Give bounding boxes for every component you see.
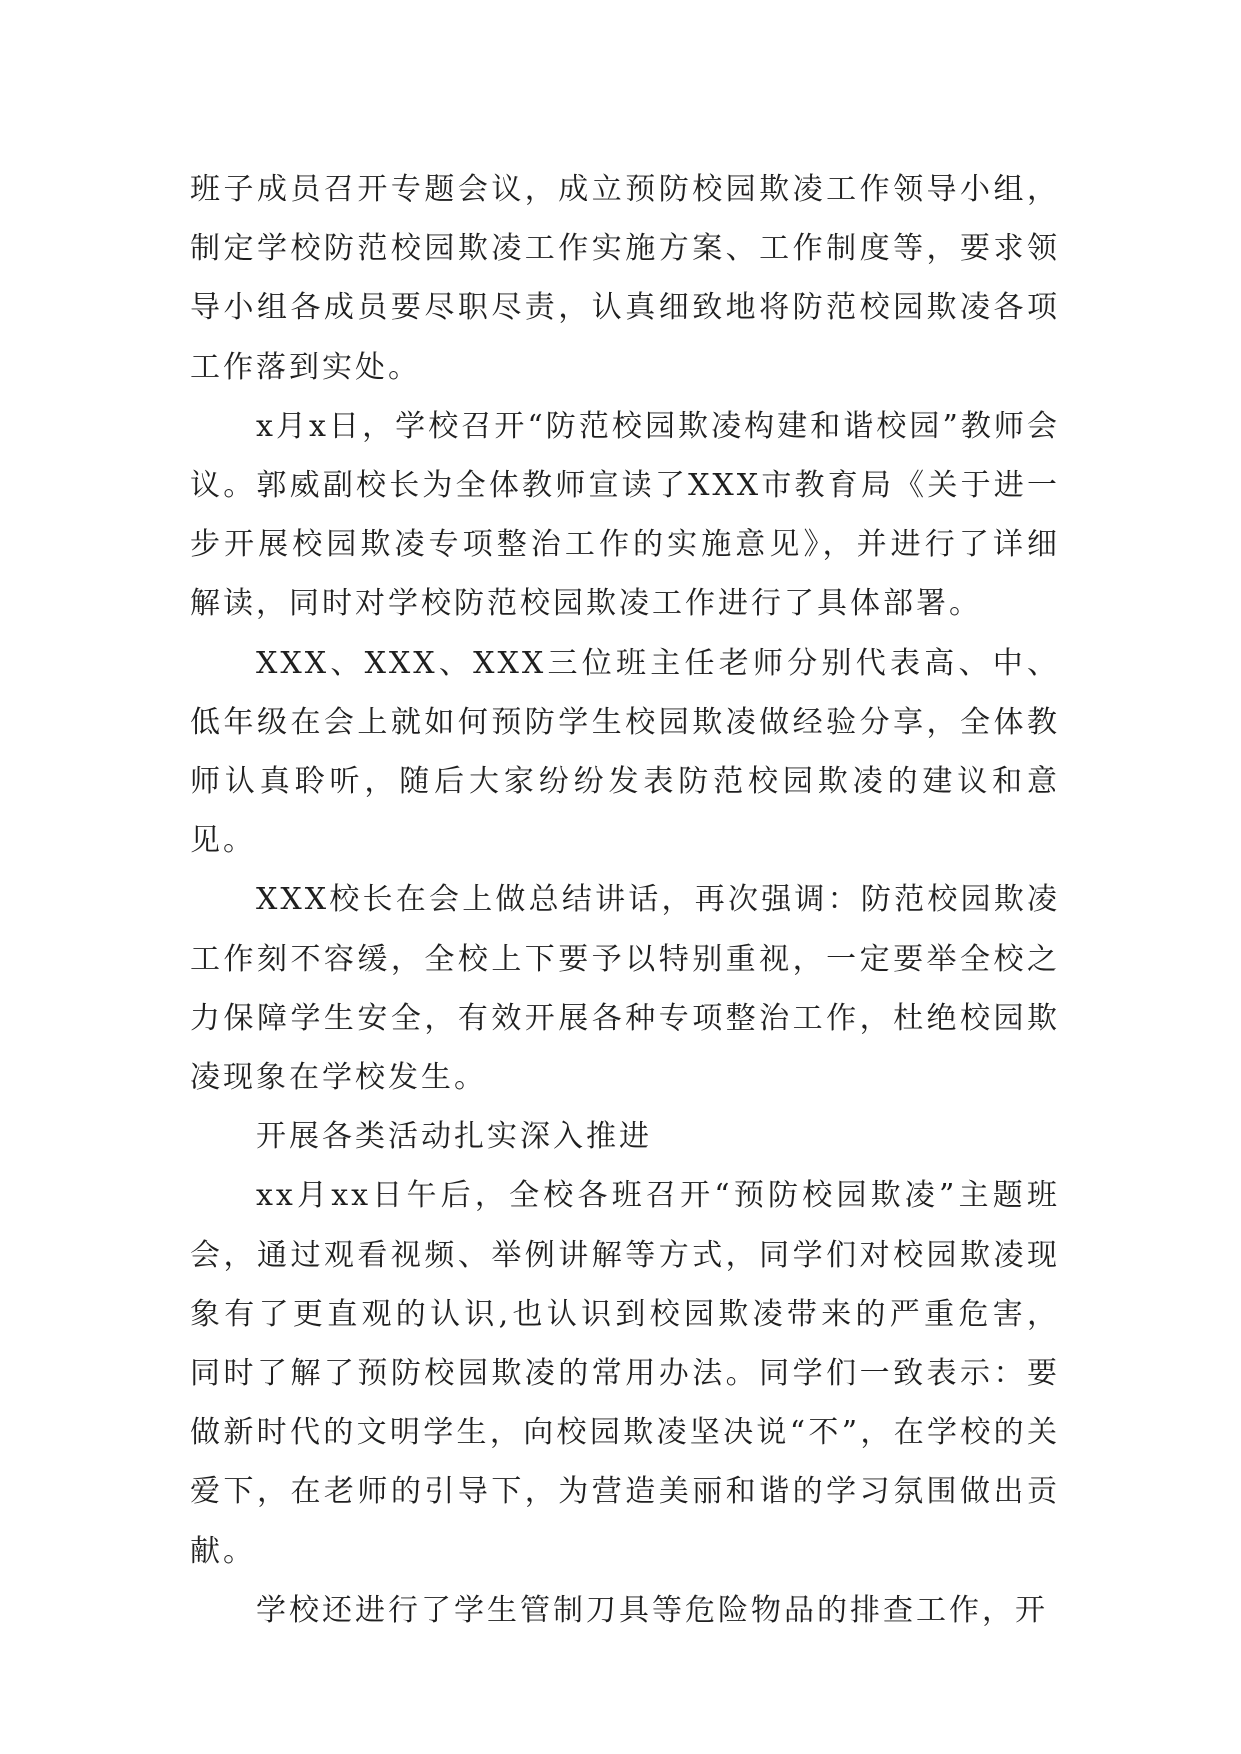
paragraph-experience-sharing: XXX、XXX、XXX三位班主任老师分别代表高、中、低年级在会上就如何预防学生校园欺凌做经验分享，全体教师认真聆听，随后大家纷纷发表防范校园欺凌的建议和意见。 [190,645,1060,859]
paragraph-principal-speech: XXX校长在会上做总结讲话，再次强调：防范校园欺凌工作刻不容缓，全校上下要予以特别重视，一定要举全校之力保障学生安全，有效开展各种专项整治工作，杜绝校园欺凌现象在学校发生。 [190,882,1060,1096]
document-body [190,160,1060,1640]
paragraph-inspection: 学校还进行了学生管制刀具等危险物品的排查工作，开 [256,1592,1048,1628]
paragraph-class-meeting: xx月xx日午后，全校各班召开“预防校园欺凌”主题班会，通过观看视频、举例讲解等方式，同学们对校园欺凌现象有了更直观的认识,也认识到校园欺凌带来的严重危害，同时了解了预防校园欺凌的常用办法。同学们一致表示：要做新时代的文明学生，向校园欺凌坚决说“不”，在学校的关爱下，在老师的引导下，为营造美丽和谐的学习氛围做出贡献。 [190,1178,1060,1569]
paragraph-leadership-group: 班子成员召开专题会议，成立预防校园欺凌工作领导小组，制定学校防范校园欺凌工作实施方案、工作制度等，要求领导小组各成员要尽职尽责，认真细致地将防范校园欺凌各项工作落到实处。 [190,172,1060,385]
section-heading-activities: 开展各类活动扎实深入推进 [256,1119,652,1155]
paragraph-teacher-meeting: x月x日，学校召开“防范校园欺凌构建和谐校园”教师会议。郭威副校长为全体教师宣读了XXX市教育局《关于进一步开展校园欺凌专项整治工作的实施意见》，并进行了详细解读，同时对学校防范校园欺凌工作进行了具体部署。 [190,408,1060,622]
